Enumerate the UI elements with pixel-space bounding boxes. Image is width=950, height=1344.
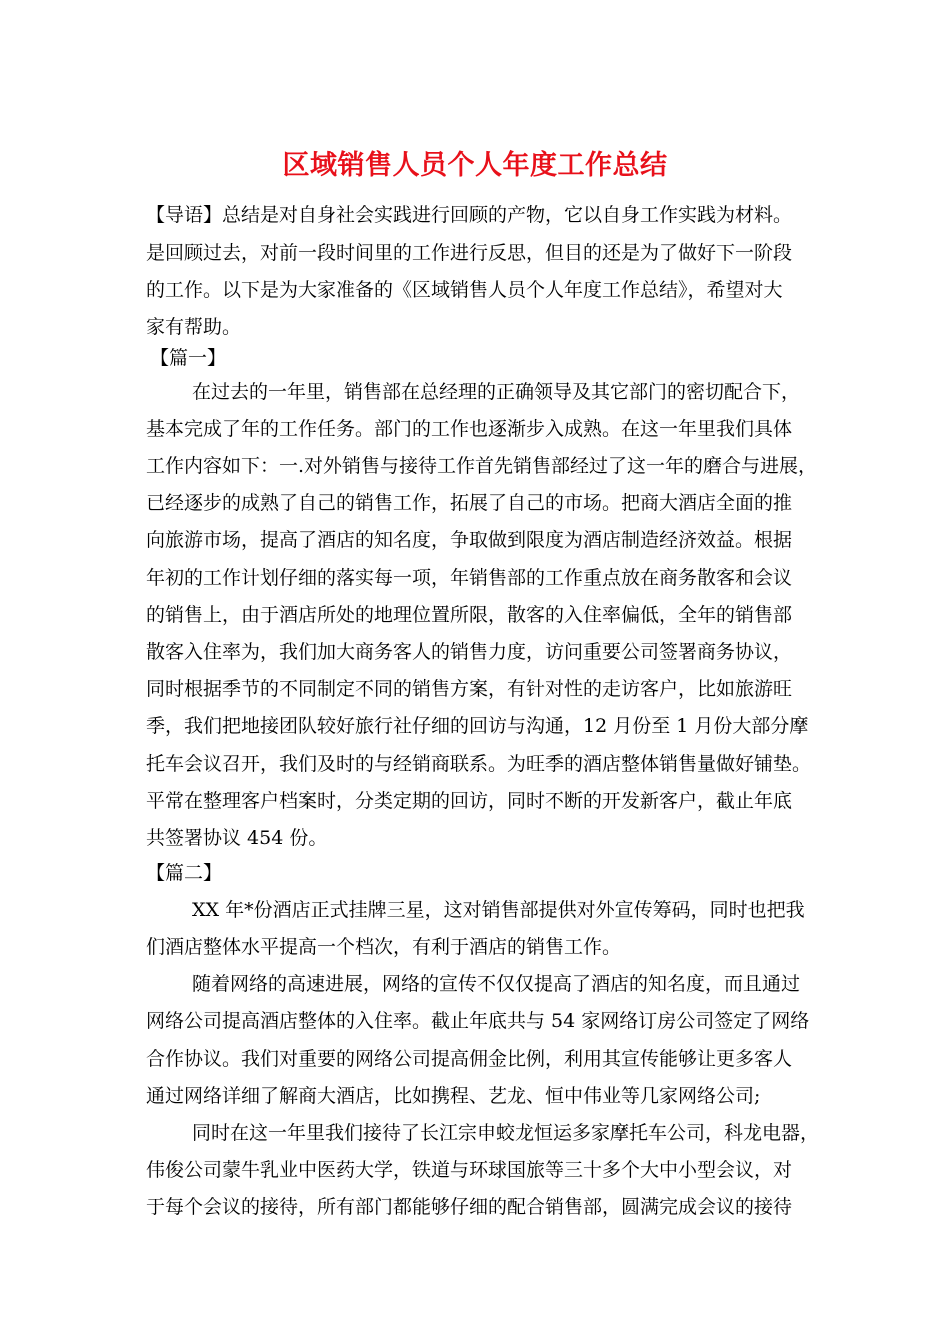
- para3-line-2: 网络公司提高酒店整体的入住率。截止年底共与 54 家网络订房公司签定了网络: [146, 1010, 810, 1032]
- para2-line-2: 们酒店整体水平提高一个档次，有利于酒店的销售工作。: [146, 936, 622, 958]
- para4-line-3: 于每个会议的接待，所有部门都能够仔细的配合销售部，圆满完成会议的接待: [146, 1196, 793, 1218]
- intro-line-1: 【导语】总结是对自身社会实践进行回顾的产物，它以自身工作实践为材料。: [146, 204, 793, 226]
- section-heading-2: 【篇二】: [146, 862, 223, 884]
- para1-line-7: 的销售上，由于酒店所处的地理位置所限，散客的入住率偏低，全年的销售部: [146, 604, 793, 626]
- document-title: 区域销售人员个人年度工作总结: [282, 150, 668, 181]
- para1-line-1: 在过去的一年里，销售部在总经理的正确领导及其它部门的密切配合下，: [192, 381, 801, 403]
- intro-line-4: 家有帮助。: [146, 316, 242, 338]
- intro-line-3: 的工作。以下是为大家准备的《区域销售人员个人年度工作总结》，希望对大: [146, 279, 783, 301]
- para1-line-8: 散客入住率为，我们加大商务客人的销售力度，访问重要公司签署商务协议，: [146, 641, 793, 663]
- para1-line-11: 托车会议召开，我们及时的与经销商联系。为旺季的酒店整体销售量做好铺垫。: [146, 753, 812, 775]
- section-heading-1: 【篇一】: [150, 347, 227, 369]
- para3-line-1: 随着网络的高速进展，网络的宣传不仅仅提高了酒店的知名度，而且通过: [192, 973, 801, 995]
- para2-line-1: XX 年*份酒店正式挂牌三星，这对销售部提供对外宣传筹码，同时也把我: [192, 899, 805, 921]
- para4-line-2: 伟俊公司蒙牛乳业中医药大学，铁道与环球国旅等三十多个大中小型会议，对: [146, 1159, 793, 1181]
- intro-line-2: 是回顾过去，对前一段时间里的工作进行反思，但目的还是为了做好下一阶段: [146, 242, 793, 264]
- para3-line-4: 通过网络详细了解商大酒店，比如携程、艺龙、恒中伟业等几家网络公司;: [146, 1085, 761, 1107]
- para1-line-3: 工作内容如下：一.对外销售与接待工作首先销售部经过了这一年的磨合与进展，: [146, 455, 818, 477]
- para1-line-2: 基本完成了年的工作任务。部门的工作也逐渐步入成熟。在这一年里我们具体: [146, 418, 793, 440]
- para1-line-4: 已经逐步的成熟了自己的销售工作，拓展了自己的市场。把商大酒店全面的推: [146, 492, 793, 514]
- para1-line-12: 平常在整理客户档案时，分类定期的回访，同时不断的开发新客户，截止年底: [146, 790, 793, 812]
- para1-line-13: 共签署协议 454 份。: [146, 827, 328, 849]
- para4-line-1: 同时在这一年里我们接待了长江宗申蛟龙恒运多家摩托车公司，科龙电器，: [192, 1122, 820, 1144]
- para1-line-10: 季，我们把地接团队较好旅行社仔细的回访与沟通，12 月份至 1 月份大部分摩: [146, 715, 809, 737]
- para1-line-6: 年初的工作计划仔细的落实每一项，年销售部的工作重点放在商务散客和会议: [146, 567, 793, 589]
- para1-line-9: 同时根据季节的不同制定不同的销售方案，有针对性的走访客户，比如旅游旺: [146, 678, 793, 700]
- para3-line-3: 合作协议。我们对重要的网络公司提高佣金比例，利用其宣传能够让更多客人: [146, 1048, 793, 1070]
- para1-line-5: 向旅游市场，提高了酒店的知名度，争取做到限度为酒店制造经济效益。根据: [146, 529, 793, 551]
